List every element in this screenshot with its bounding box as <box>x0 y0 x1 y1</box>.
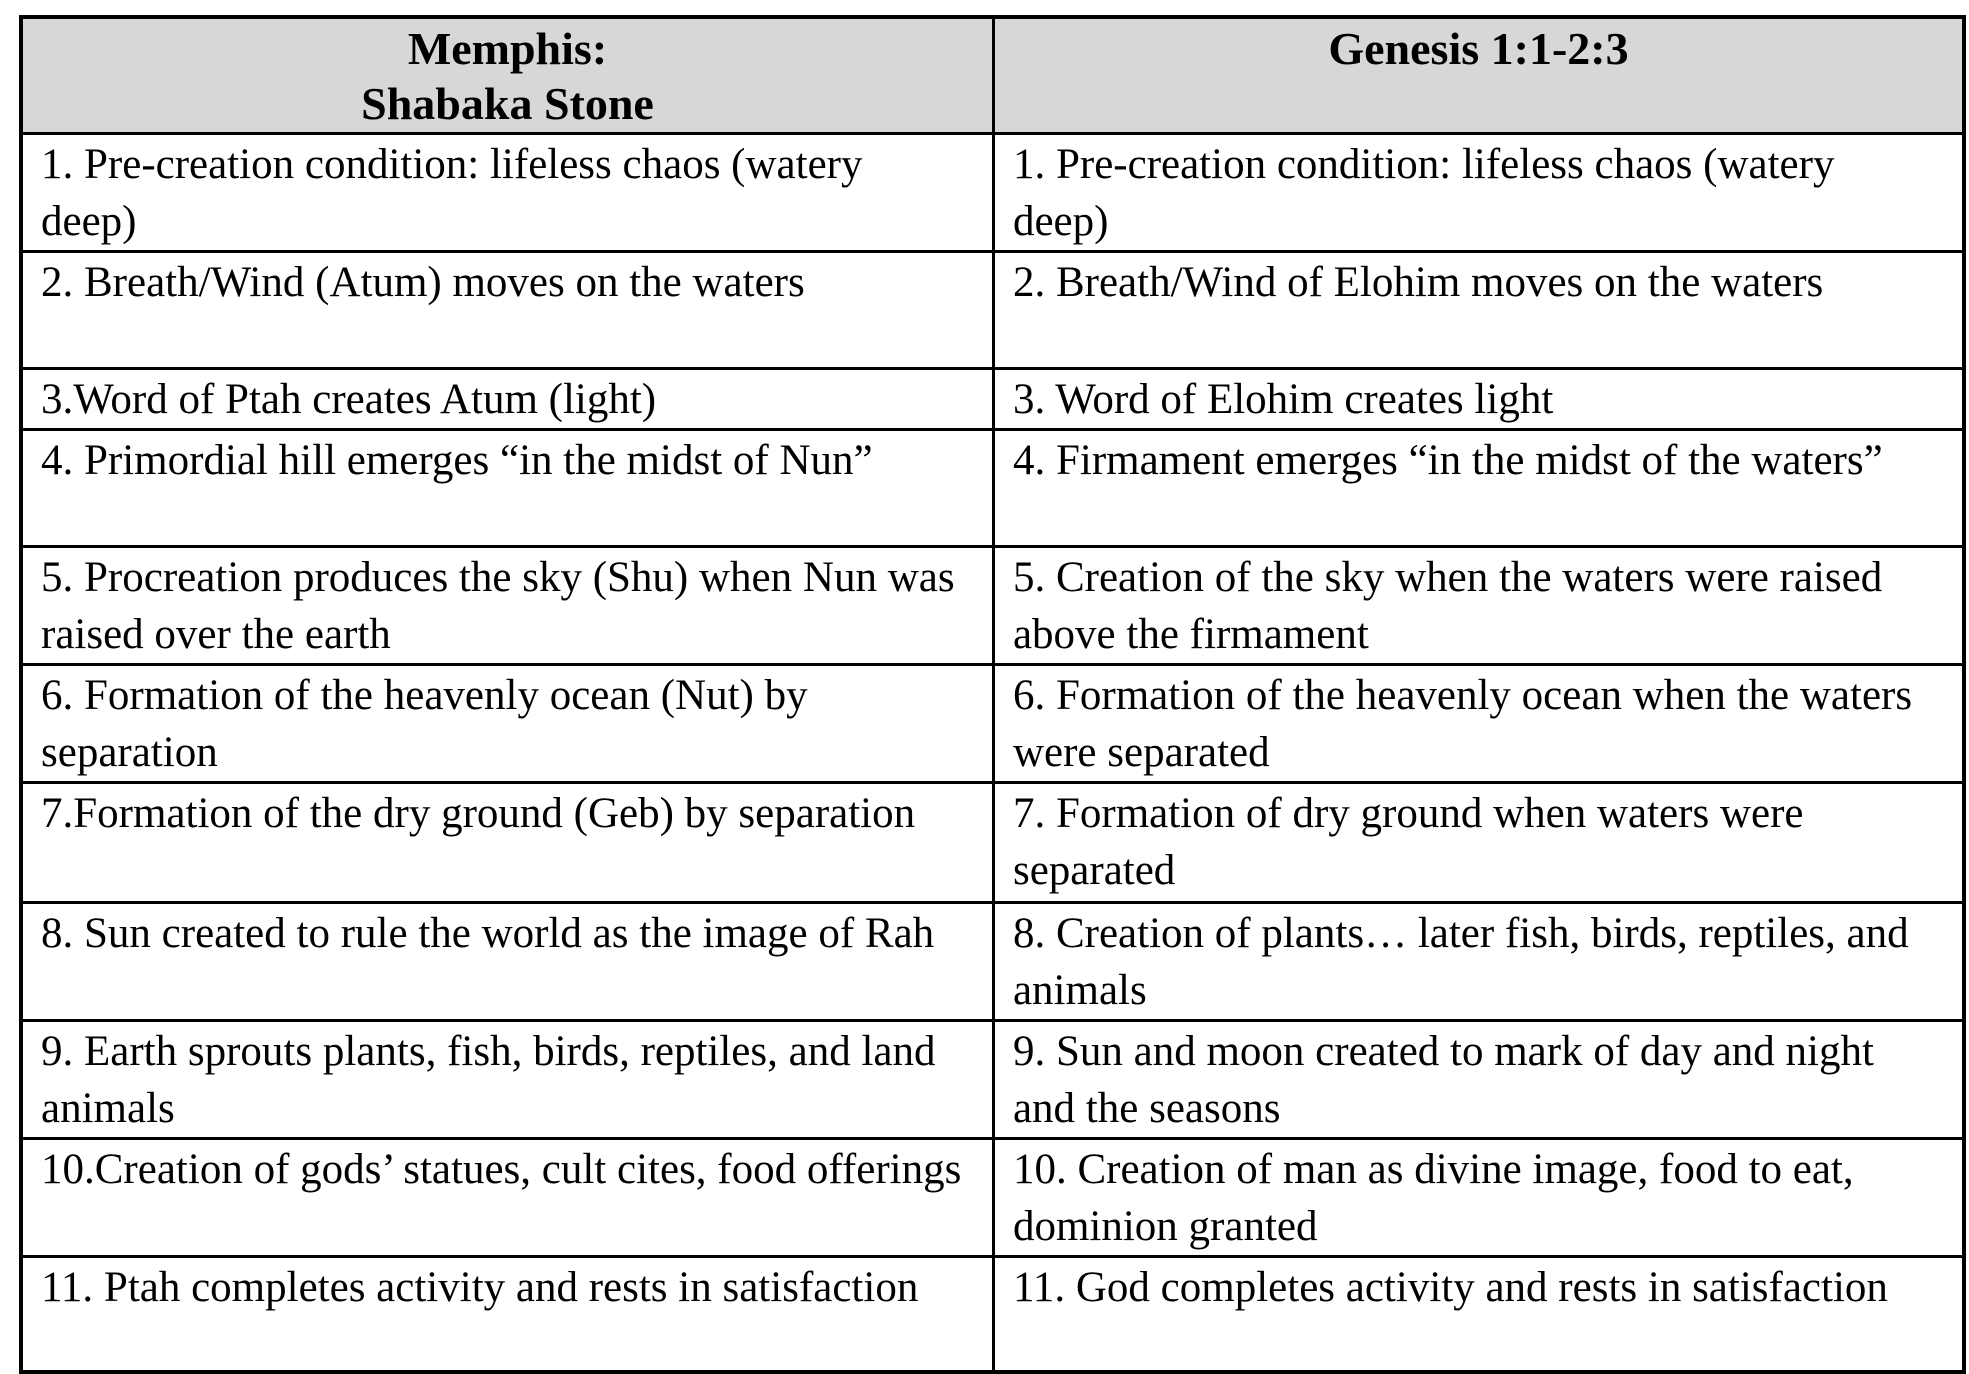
memphis-cell: 11. Ptah completes activity and rests in satisfaction <box>21 1257 993 1372</box>
table-row <box>21 430 1964 547</box>
table-row <box>21 1257 1964 1372</box>
genesis-cell: 9. Sun and moon created to mark of day and night and the seasons <box>993 1021 1964 1139</box>
table-row <box>21 547 1964 665</box>
table-row <box>21 783 1964 903</box>
table-row <box>21 252 1964 369</box>
table-row <box>21 1139 1964 1257</box>
comparison-table <box>19 15 1966 1374</box>
memphis-cell: 2. Breath/Wind (Atum) moves on the waters <box>21 252 993 369</box>
genesis-cell: 11. God completes activity and rests in satisfaction <box>993 1257 1964 1372</box>
genesis-cell: 8. Creation of plants… later fish, birds, reptiles, and animals <box>993 903 1964 1021</box>
table-body <box>21 134 1964 1372</box>
memphis-cell: 3.Word of Ptah creates Atum (light) <box>21 369 993 430</box>
genesis-cell: 5. Creation of the sky when the waters were raised above the firmament <box>993 547 1964 665</box>
memphis-cell: 5. Procreation produces the sky (Shu) when Nun was raised over the earth <box>21 547 993 665</box>
table-row <box>21 903 1964 1021</box>
header-row <box>21 17 1964 134</box>
memphis-cell: 7.Formation of the dry ground (Geb) by separation <box>21 783 993 903</box>
memphis-cell: 1. Pre-creation condition: lifeless chaos (watery deep) <box>21 134 993 252</box>
genesis-cell: 7. Formation of dry ground when waters were separated <box>993 783 1964 903</box>
table-row <box>21 1021 1964 1139</box>
genesis-cell: 1. Pre-creation condition: lifeless chaos (watery deep) <box>993 134 1964 252</box>
table-row <box>21 665 1964 783</box>
genesis-cell: 6. Formation of the heavenly ocean when the waters were separated <box>993 665 1964 783</box>
memphis-cell: 10.Creation of gods’ statues, cult cites, food offerings <box>21 1139 993 1257</box>
genesis-header-cell <box>993 17 1964 134</box>
table-row <box>21 134 1964 252</box>
genesis-cell: 4. Firmament emerges “in the midst of the waters” <box>993 430 1964 547</box>
genesis-header-title: Genesis 1:1-2:3 <box>1328 23 1629 74</box>
memphis-header-title: Memphis: <box>407 23 608 74</box>
genesis-cell: 3. Word of Elohim creates light <box>993 369 1964 430</box>
memphis-cell: 4. Primordial hill emerges “in the midst of Nun” <box>21 430 993 547</box>
table-row <box>21 369 1964 430</box>
genesis-cell: 10. Creation of man as divine image, food to eat, dominion granted <box>993 1139 1964 1257</box>
memphis-cell: 8. Sun created to rule the world as the image of Rah <box>21 903 993 1021</box>
comparison-table-container <box>19 15 1966 1374</box>
genesis-cell: 2. Breath/Wind of Elohim moves on the waters <box>993 252 1964 369</box>
memphis-cell: 9. Earth sprouts plants, fish, birds, reptiles, and land animals <box>21 1021 993 1139</box>
memphis-cell: 6. Formation of the heavenly ocean (Nut) by separation <box>21 665 993 783</box>
memphis-header-subtitle: Shabaka Stone <box>361 78 654 129</box>
memphis-header-cell <box>21 17 993 134</box>
